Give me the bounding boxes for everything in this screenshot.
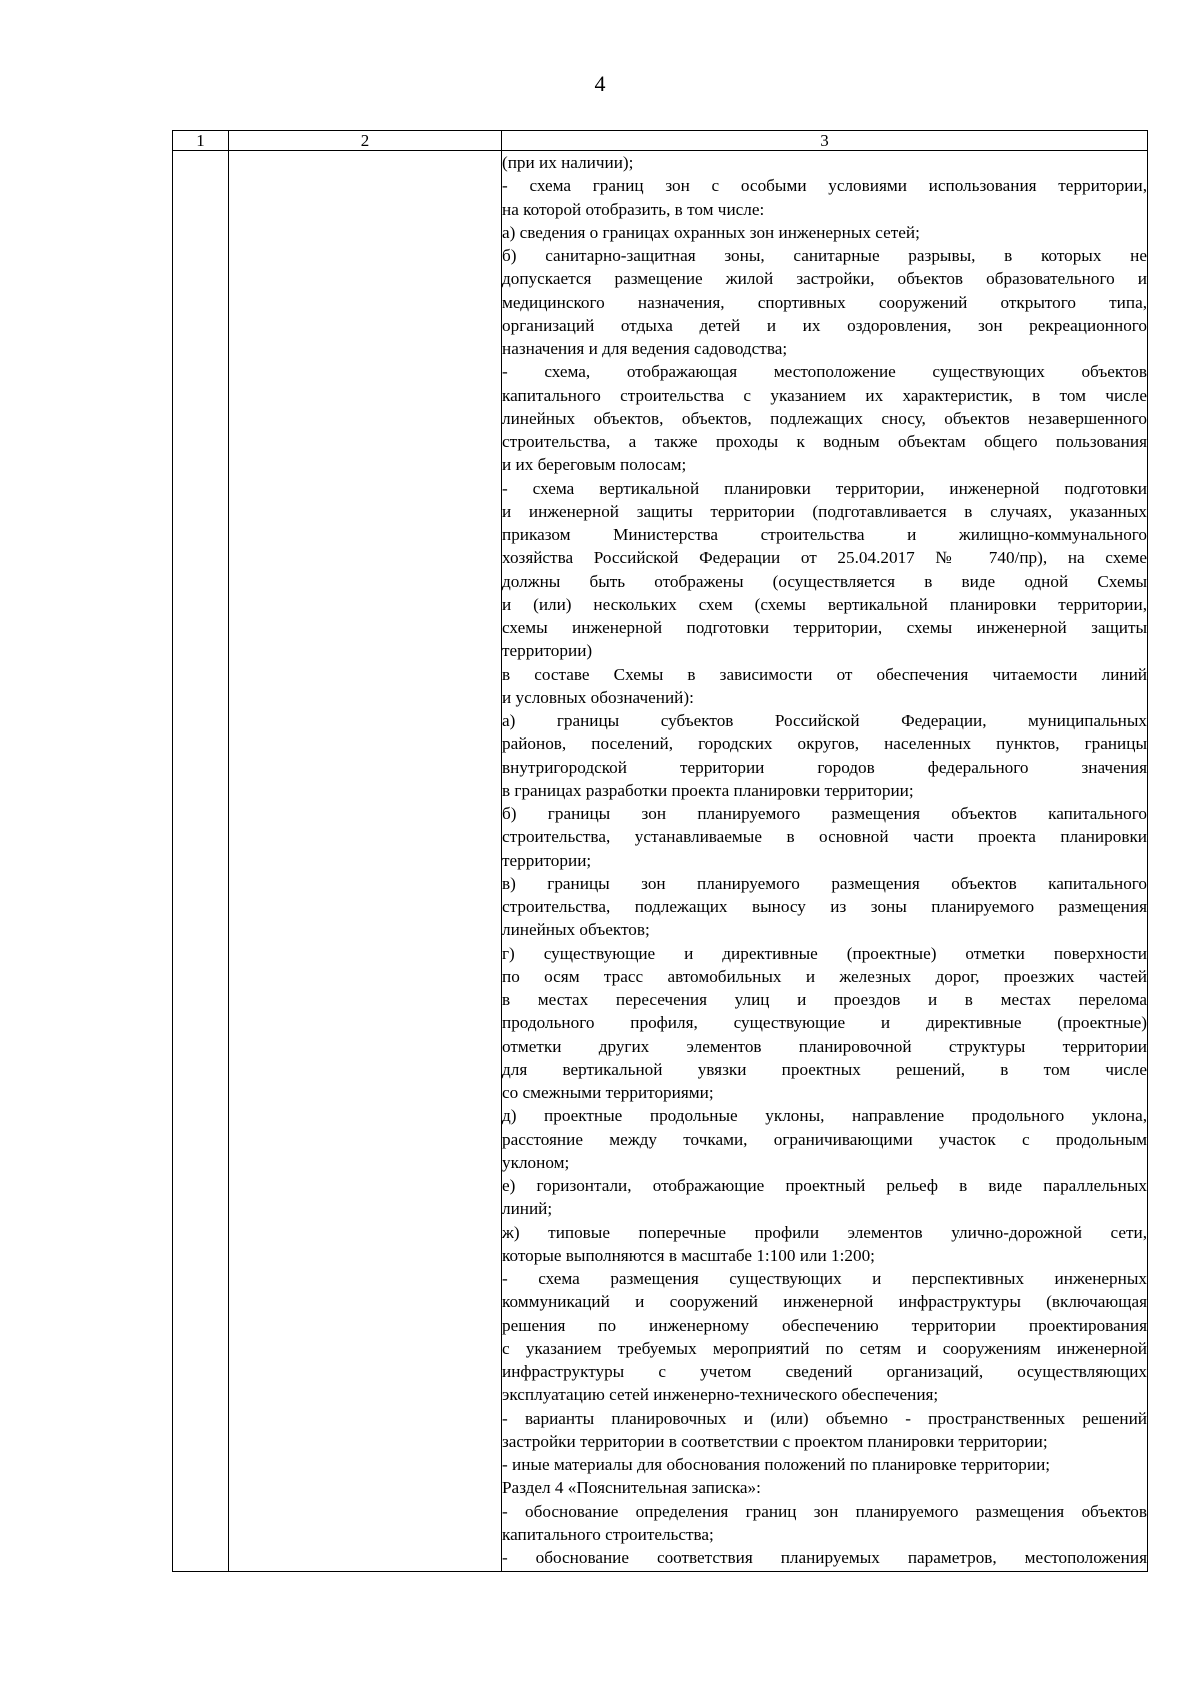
- text-line: для вертикальной увязки проектных решений, в том числе: [502, 1059, 1147, 1079]
- text-line: уклоном;: [502, 1152, 570, 1172]
- text-line: линий;: [502, 1199, 553, 1219]
- table-row: [173, 151, 1148, 1572]
- text-line: - иные материалы для обоснования положений по планировке территории;: [502, 1455, 1051, 1474]
- requirements-table: [172, 130, 1148, 1572]
- text-line: капитального строительства;: [502, 1524, 714, 1544]
- text-line: линейных объектов, объектов, подлежащих сносу, объектов незавершенного: [502, 408, 1147, 428]
- text-line: хозяйства Российской Федерации от 25.04.2017 № 740/пр), на схеме: [502, 548, 1147, 568]
- text-line: медицинского назначения, спортивных сооружений открытого типа,: [502, 292, 1147, 312]
- cell-col-2: [229, 151, 502, 1572]
- text-line: на которой отобразить, в том числе:: [502, 199, 765, 219]
- text-line: внутригородской территории городов федерального значения: [502, 757, 1147, 777]
- text-line: со смежными территориями;: [502, 1083, 714, 1102]
- text-line: застройки территории в соответствии с проектом планировки территории;: [502, 1431, 1048, 1451]
- text-line: а) границы субъектов Российской Федерации, муниципальных: [502, 711, 1147, 730]
- text-line: б) границы зон планируемого размещения объектов капитального: [502, 804, 1147, 823]
- text-line: территории;: [502, 850, 592, 870]
- text-line: продольного профиля, существующие и директивные (проектные): [502, 1013, 1147, 1033]
- text-line: а) сведения о границах охранных зон инженерных сетей;: [502, 222, 920, 242]
- text-line: и условных обозначений):: [502, 687, 694, 707]
- text-line: строительства, подлежащих выносу из зоны планируемого размещения: [502, 897, 1147, 916]
- column-header-2: 2: [229, 131, 502, 151]
- text-line: - схема размещения существующих и перспективных инженерных: [502, 1269, 1147, 1288]
- table-header-row: [173, 131, 1148, 151]
- text-line: в границах разработки проекта планировки территории;: [502, 780, 914, 800]
- text-line: - схема вертикальной планировки территории, инженерной подготовки: [502, 478, 1147, 498]
- text-line: и (или) нескольких схем (схемы вертикальной планировки территории,: [502, 594, 1147, 614]
- text-line: которые выполняются в масштабе 1:100 или 1:200;: [502, 1245, 875, 1265]
- text-line: с указанием требуемых мероприятий по сетям и сооружениям инженерной: [502, 1338, 1147, 1358]
- text-line: отметки других элементов планировочной структуры территории: [502, 1036, 1147, 1056]
- cell-col-1: [173, 151, 229, 1572]
- text-line: Раздел 4 «Пояснительная записка»:: [502, 1478, 761, 1498]
- text-line: и инженерной защиты территории (подготавливается в случаях, указанных: [502, 501, 1147, 521]
- text-line: строительства, а также проходы к водным объектам общего пользования: [502, 432, 1147, 451]
- text-line: - схема, отображающая местоположение существующих объектов: [502, 362, 1147, 382]
- text-line: в составе Схемы в зависимости от обеспечения читаемости линий: [502, 664, 1147, 684]
- text-line: в) границы зон планируемого размещения объектов капитального: [502, 873, 1147, 893]
- text-line: приказом Министерства строительства и жилищно-коммунального: [502, 525, 1147, 544]
- text-line: расстояние между точками, ограничивающими участок с продольным: [502, 1129, 1147, 1149]
- cell-col-3-content: [502, 151, 1148, 1572]
- column-header-3: 3: [502, 131, 1148, 151]
- text-line: в местах пересечения улиц и проездов и в местах перелома: [502, 990, 1147, 1009]
- text-line: инфраструктуры с учетом сведений организаций, осуществляющих: [502, 1362, 1147, 1381]
- text-line: коммуникаций и сооружений инженерной инфраструктуры (включающая: [502, 1292, 1147, 1312]
- text-line: г) существующие и директивные (проектные) отметки поверхности: [502, 943, 1147, 963]
- text-line: е) горизонтали, отображающие проектный рельеф в виде параллельных: [502, 1176, 1147, 1195]
- text-line: решения по инженерному обеспечению территории проектирования: [502, 1315, 1147, 1335]
- text-line: эксплуатацию сетей инженерно-технического обеспечения;: [502, 1385, 939, 1405]
- text-line: строительства, устанавливаемые в основной части проекта планировки: [502, 827, 1147, 847]
- text-line: районов, поселений, городских округов, населенных пунктов, границы: [502, 734, 1147, 754]
- text-line: ж) типовые поперечные профили элементов улично-дорожной сети,: [502, 1222, 1147, 1242]
- text-line: и их береговым полосам;: [502, 455, 687, 475]
- text-line: капитального строительства с указанием их характеристик, в том числе: [502, 385, 1147, 405]
- text-line: допускается размещение жилой застройки, объектов образовательного и: [502, 269, 1147, 289]
- text-line: по осям трасс автомобильных и железных дорог, проезжих частей: [502, 966, 1147, 986]
- text-line: - варианты планировочных и (или) объемно - пространственных решений: [502, 1408, 1147, 1428]
- text-line: линейных объектов;: [502, 920, 650, 940]
- text-line: б) санитарно-защитная зоны, санитарные разрывы, в которых не: [502, 246, 1147, 265]
- text-line: территории): [502, 641, 593, 661]
- text-line: схемы инженерной подготовки территории, схемы инженерной защиты: [502, 618, 1147, 637]
- text-line: - обоснование соответствия планируемых параметров, местоположения: [502, 1548, 1147, 1567]
- text-line: должны быть отображены (осуществляется в виде одной Схемы: [502, 571, 1147, 591]
- text-line: - обоснование определения границ зон планируемого размещения объектов: [502, 1501, 1147, 1521]
- text-line: (при их наличии);: [502, 153, 634, 172]
- page-number: 4: [594, 71, 606, 96]
- column-header-1: 1: [173, 131, 229, 151]
- text-line: д) проектные продольные уклоны, направление продольного уклона,: [502, 1106, 1147, 1126]
- text-line: назначения и для ведения садоводства;: [502, 339, 788, 358]
- text-line: организаций отдыха детей и их оздоровления, зон рекреационного: [502, 315, 1147, 335]
- text-line: - схема границ зон с особыми условиями использования территории,: [502, 176, 1147, 196]
